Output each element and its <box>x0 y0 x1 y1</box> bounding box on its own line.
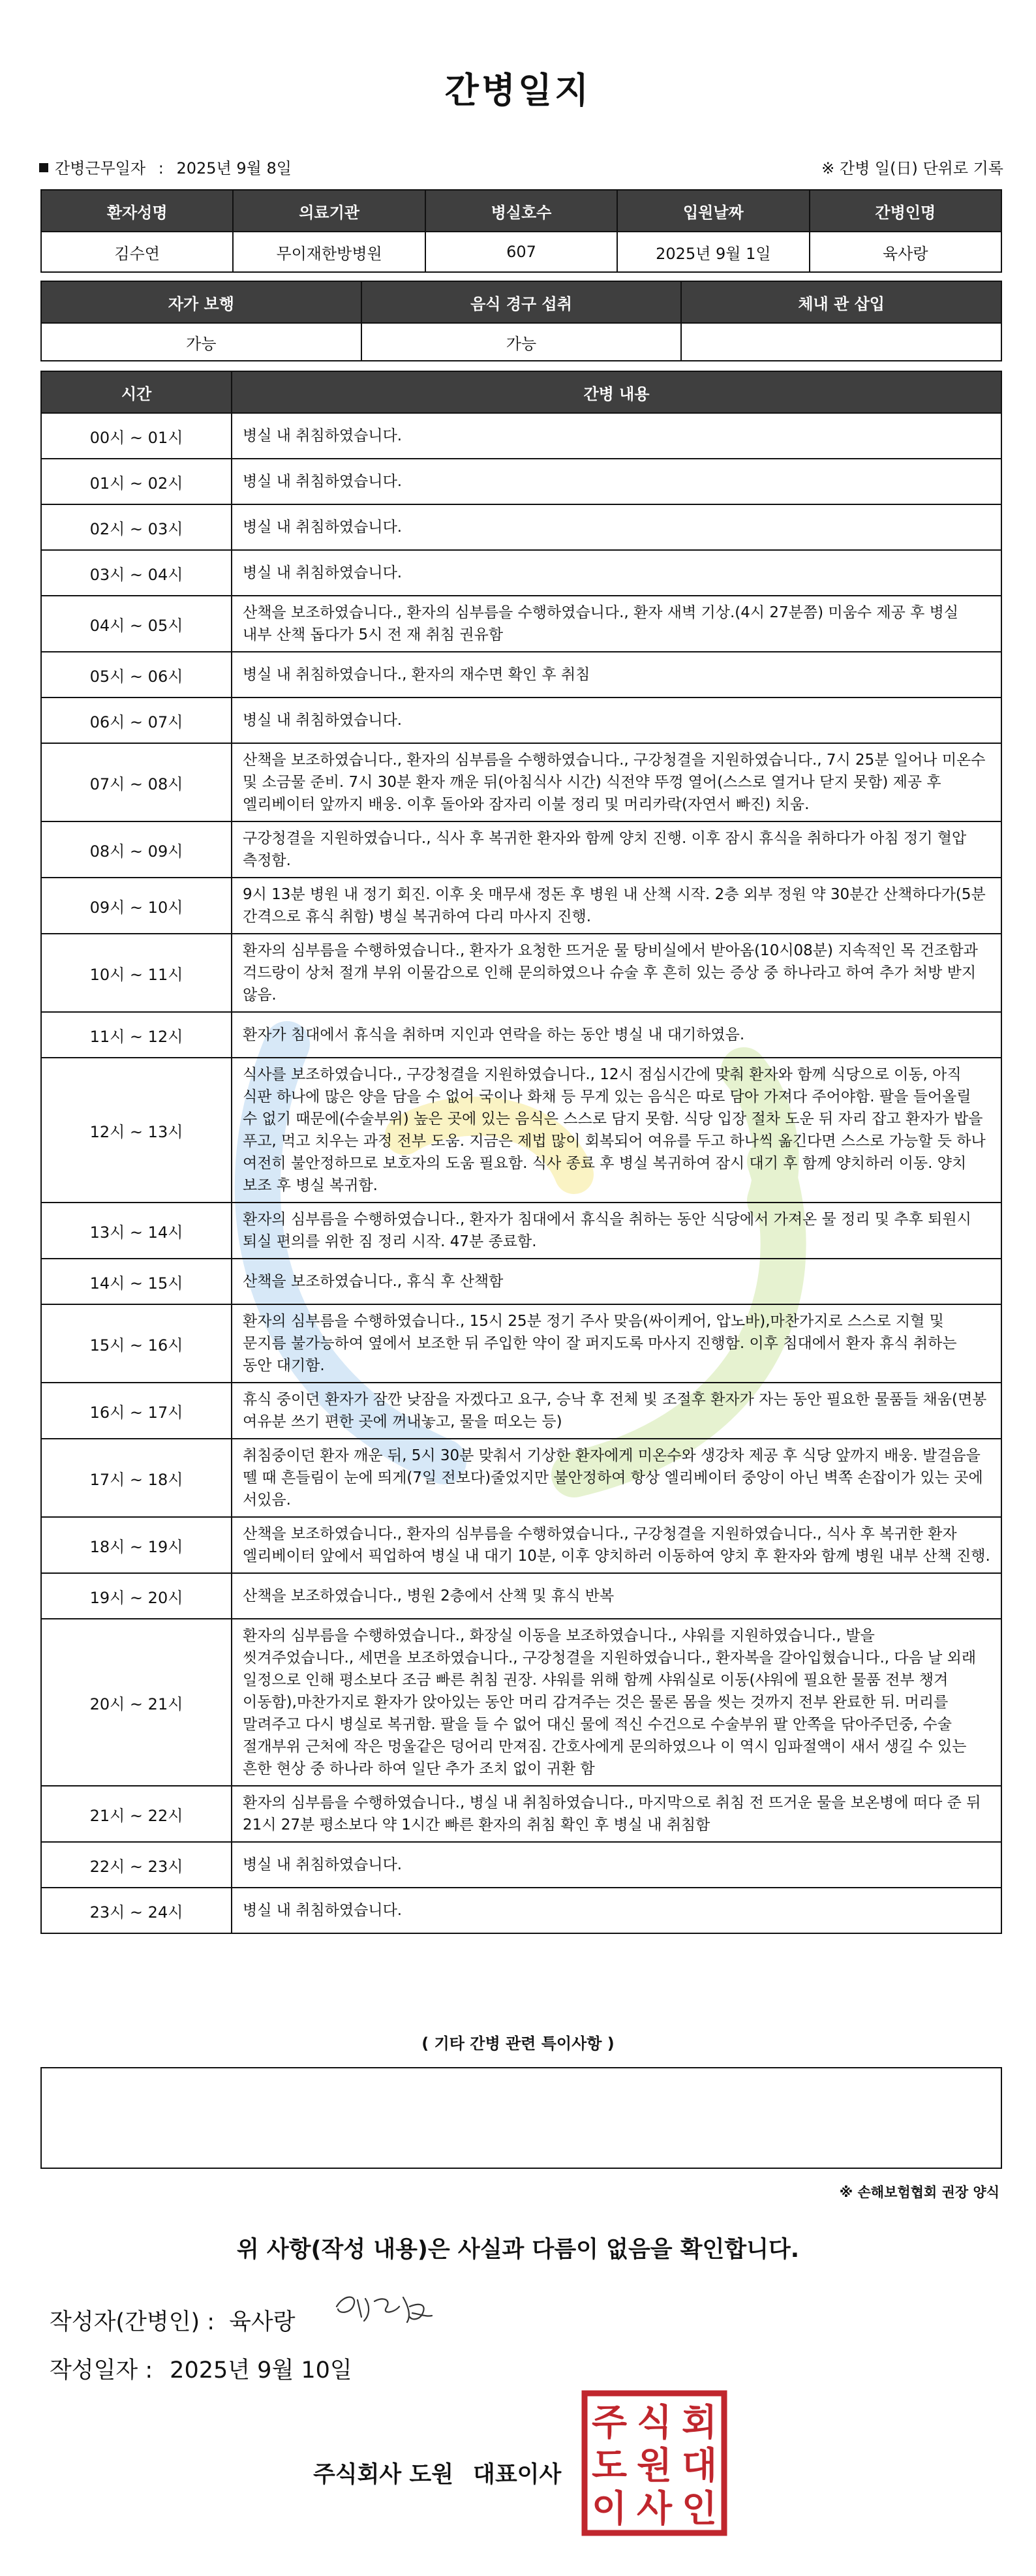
care-log-row <box>41 743 1001 821</box>
log-time: 18시 ~ 19시 <box>41 1517 232 1573</box>
writer-name: 육사랑 <box>229 2309 296 2335</box>
care-log-row <box>41 698 1001 743</box>
log-content: 산책을 보조하였습니다., 환자의 심부름을 수행하였습니다., 구강청결을 지원하였습니다., 7시 25분 일어나 미온수 및 소금물 준비. 7시 30분 환자 깨운 뒤(아침식사 시간) 식전약 뚜껑 열어(스스로 열거나 닫지 못함) 제공 후 엘리베이터 앞까지 배웅. 이후 돌아와 잠자리 이불 정리 및 머리카락(자연서 빠진) 치움. <box>232 743 1001 821</box>
header-tube-insertion: 체내 관 삽입 <box>681 281 1001 323</box>
log-content: 산책을 보조하였습니다., 환자의 심부름을 수행하였습니다., 환자 새벽 기상.(4시 27분쯤) 미움수 제공 후 병실 내부 산책 돕다가 5시 전 재 취침 권유함 <box>232 596 1001 652</box>
log-content: 병실 내 취침하였습니다. <box>232 413 1001 459</box>
care-log-row <box>41 1203 1001 1259</box>
care-log-row <box>41 652 1001 698</box>
patient-name: 김수연 <box>41 232 233 272</box>
log-time: 01시 ~ 02시 <box>41 459 232 504</box>
log-content: 병실 내 취침하였습니다. <box>232 550 1001 596</box>
writer-line <box>50 2304 296 2337</box>
log-time: 20시 ~ 21시 <box>41 1619 232 1786</box>
meta-row <box>39 155 1003 177</box>
svg-text:이: 이 <box>591 2488 628 2530</box>
log-time: 13시 ~ 14시 <box>41 1203 232 1259</box>
care-log-row <box>41 1259 1001 1304</box>
log-time: 08시 ~ 09시 <box>41 821 232 878</box>
bullet-square-icon <box>39 163 48 172</box>
care-log-row <box>41 934 1001 1012</box>
patient-info-header-row <box>41 190 1001 232</box>
confirmation-statement: 위 사항(작성 내용)은 사실과 다름이 없음을 확인합니다. <box>236 2237 800 2263</box>
log-content: 환자의 심부름을 수행하였습니다., 병실 내 취침하였습니다., 마지막으로 취침 전 뜨거운 물을 보온병에 떠다 준 뒤 21시 27분 평소보다 약 1시간 빠른 환자의 취침 확인 후 병실 내 취침함 <box>232 1786 1001 1842</box>
care-log-row <box>41 1888 1001 1933</box>
svg-text:인: 인 <box>681 2488 718 2530</box>
log-time: 19시 ~ 20시 <box>41 1573 232 1619</box>
log-time: 05시 ~ 06시 <box>41 652 232 698</box>
tube-insertion-value <box>681 323 1001 361</box>
log-content: 산책을 보조하였습니다., 휴식 후 산책함 <box>232 1259 1001 1304</box>
special-notes-box <box>40 2067 1002 2169</box>
log-time: 09시 ~ 10시 <box>41 878 232 934</box>
svg-text:회: 회 <box>681 2402 718 2444</box>
log-content: 병실 내 취침하였습니다. <box>232 1842 1001 1888</box>
care-log-table <box>40 371 1002 1934</box>
page-title: 간병일지 <box>444 70 592 111</box>
care-log-row <box>41 878 1001 934</box>
log-content: 9시 13분 병원 내 정기 회진. 이후 옷 매무새 정돈 후 병원 내 산책 시작. 2층 외부 정원 약 30분간 산책하다가(5분 간격으로 휴식 취함) 병실 복귀하여 다리 마사지 진행. <box>232 878 1001 934</box>
company-name: 주식회사 도원 <box>313 2462 454 2488</box>
log-time: 23시 ~ 24시 <box>41 1888 232 1933</box>
care-log-row <box>41 413 1001 459</box>
care-log-row <box>41 1304 1001 1383</box>
svg-text:원: 원 <box>636 2445 673 2487</box>
log-content: 병실 내 취침하였습니다. <box>232 698 1001 743</box>
care-log-row <box>41 821 1001 878</box>
log-content: 환자의 심부름을 수행하였습니다., 환자가 요청한 뜨거운 물 탕비실에서 받아옴(10시08분) 지속적인 목 건조함과 걱드랑이 상처 절개 부위 이물감으로 인해 문의하였으나 슈술 후 흔히 있는 증상 중 하나라고 하여 추가 처방 받지 않음. <box>232 934 1001 1012</box>
log-content: 병실 내 취침하였습니다. <box>232 504 1001 550</box>
log-time: 12시 ~ 13시 <box>41 1058 232 1203</box>
handwritten-signature <box>331 2287 436 2333</box>
log-content: 환자의 심부름을 수행하였습니다., 15시 25분 정기 주사 맞음(싸이케어, 압노바),마찬가지로 스스로 지혈 및 문지름 불가능하여 옆에서 보조한 뒤 주입한 약이 잘 퍼지도록 마사지 진행함. 이후 침대에서 환자 휴식 취하는 동안 대기함. <box>232 1304 1001 1383</box>
written-date-label: 작성일자 : <box>50 2357 153 2384</box>
log-content: 병실 내 취침하였습니다. <box>232 459 1001 504</box>
svg-text:도: 도 <box>591 2445 628 2487</box>
svg-text:대: 대 <box>681 2445 718 2487</box>
log-time: 02시 ~ 03시 <box>41 504 232 550</box>
header-time: 시간 <box>41 371 232 413</box>
log-time: 21시 ~ 22시 <box>41 1786 232 1842</box>
log-time: 14시 ~ 15시 <box>41 1259 232 1304</box>
company-line <box>313 2457 561 2489</box>
log-content: 산책을 보조하였습니다., 병원 2층에서 산책 및 휴식 반복 <box>232 1573 1001 1619</box>
log-content: 구강청결을 지원하였습니다., 식사 후 복귀한 환자와 함께 양치 진행. 이후 잠시 휴식을 취하다가 아침 정기 혈압 측정함. <box>232 821 1001 878</box>
log-time: 17시 ~ 18시 <box>41 1439 232 1517</box>
log-content: 병실 내 취침하였습니다., 환자의 재수면 확인 후 취침 <box>232 652 1001 698</box>
header-oral-intake: 음식 경구 섭취 <box>361 281 682 323</box>
svg-text:주: 주 <box>591 2402 628 2444</box>
log-time: 07시 ~ 08시 <box>41 743 232 821</box>
header-patient-name: 환자성명 <box>41 190 233 232</box>
care-log-row <box>41 1842 1001 1888</box>
care-log-row <box>41 1573 1001 1619</box>
form-standard-note: ※ 손해보험협회 권장 양식 <box>839 2185 999 2200</box>
care-log-row <box>41 1786 1001 1842</box>
log-time: 04시 ~ 05시 <box>41 596 232 652</box>
log-content: 취침중이던 환자 깨운 뒤, 5시 30분 맞춰서 기상한 환자에게 미온수와 생강차 제공 후 식당 앞까지 배웅. 발걸음을 뗄 때 흔들림이 눈에 띄게(7일 전보다)줄었지만 불안정하여 항상 엘리베이터 중앙이 아닌 벽쪽 손잡이가 있는 곳에 서있음. <box>232 1439 1001 1517</box>
log-content: 병실 내 취침하였습니다. <box>232 1888 1001 1933</box>
care-log-row <box>41 1058 1001 1203</box>
patient-status-value-row <box>41 323 1001 361</box>
written-date-line <box>50 2352 352 2385</box>
work-date-value: 2025년 9월 8일 <box>176 159 292 177</box>
care-log-row <box>41 550 1001 596</box>
header-room-number: 병실호수 <box>425 190 617 232</box>
company-seal-stamp <box>581 2389 728 2537</box>
svg-text:사: 사 <box>636 2488 673 2530</box>
log-content: 환자의 심부름을 수행하였습니다., 화장실 이동을 보조하였습니다., 샤워를 지원하였습니다., 발을 씻겨주었습니다., 세면을 보조하였습니다., 구강청결을 지원하였습니다., 환자복을 갈아입혔습니다., 다음 날 외래 일정으로 인해 평소보다 조금 빠른 취침 권장. 샤워를 위해 함께 샤워실로 이동(샤워에 필요한 물품 전부 챙겨 이동함),마찬가지로 환자가 앉아있는 동안 머리 감겨주는 것은 물론 몸을 씻는 것까지 전부 완료한 뒤. 머리를 말려주고 다시 병실로 복귀함. 팔을 들 수 없어 대신 물에 적신 수건으로 수술부위 팔 안쪽을 닦아주던중, 수술 절개부위 근처에 작은 멍울같은 덩어리 만져짐. 간호사에게 문의하였으나 이 역시 임파절액이 새서 생길 수 있는 흔한 현상 중 하나라 하여 일단 추가 조치 없이 귀환 함 <box>232 1619 1001 1786</box>
care-log-row <box>41 596 1001 652</box>
oral-intake-value: 가능 <box>361 323 682 361</box>
record-unit-note: ※ 간병 일(日) 단위로 기록 <box>821 159 1003 177</box>
patient-status-table <box>40 281 1002 361</box>
log-content: 식사를 보조하였습니다., 구강청결을 지원하였습니다., 12시 점심시간에 맞춰 환자와 함께 식당으로 이동, 아직 식판 하나에 많은 양을 담을 수 없어 국이나 화채 등 무게 있는 음식은 따로 담아 가져다 주어야함. 팔을 들어올릴 수 없기 때문에(수술부위) 높은 곳에 있는 음식은 스스로 담지 못함. 식당 입장 절차 도운 뒤 자리 잡고 환자가 밥을 푸고, 먹고 치우는 과정 전부 도움. 지금은 제법 많이 회복되어 여유를 두고 하나씩 옮긴다면 스스로 가능할 듯 하나 여전히 불안정하므로 보호자의 도움 필요함. 식사 종료 후 병실 복귀하여 잠시 대기 후 함께 양치하러 이동. 양치 보조 후 병실 복귀함. <box>232 1058 1001 1203</box>
header-admission-date: 입원날짜 <box>617 190 809 232</box>
care-log-row <box>41 459 1001 504</box>
header-caregiver-name: 간병인명 <box>810 190 1001 232</box>
work-date-label: 간병근무일자 <box>55 159 146 177</box>
log-content: 환자가 침대에서 휴식을 취하며 지인과 연락을 하는 동안 병실 내 대기하였음. <box>232 1012 1001 1058</box>
header-hospital: 의료기관 <box>233 190 425 232</box>
log-content: 휴식 중이던 환자가 잠깐 낮잠을 자겠다고 요구, 승낙 후 전체 빛 조절후 환자가 자는 동안 필요한 물품들 채움(면봉 여유분 쓰기 편한 곳에 꺼내놓고, 물을 떠오는 등) <box>232 1383 1001 1439</box>
svg-text:식: 식 <box>636 2402 673 2444</box>
caregiver-name: 육사랑 <box>810 232 1001 272</box>
work-date-separator: : <box>158 159 164 177</box>
log-time: 10시 ~ 11시 <box>41 934 232 1012</box>
ceo-title: 대표이사 <box>473 2462 562 2488</box>
care-log-row <box>41 1012 1001 1058</box>
special-notes-title: ( 기타 간병 관련 특이사항 ) <box>421 2034 615 2053</box>
log-time: 11시 ~ 12시 <box>41 1012 232 1058</box>
log-content: 환자의 심부름을 수행하였습니다., 환자가 침대에서 휴식을 취하는 동안 식당에서 가져온 물 정리 및 추후 퇴원시 퇴실 편의를 위한 짐 정리 시작. 47분 종료함. <box>232 1203 1001 1259</box>
self-walking-value: 가능 <box>41 323 361 361</box>
writer-label: 작성자(간병인) : <box>50 2309 215 2335</box>
work-date <box>39 155 292 178</box>
header-care-content: 간병 내용 <box>232 371 1001 413</box>
log-time: 15시 ~ 16시 <box>41 1304 232 1383</box>
log-time: 16시 ~ 17시 <box>41 1383 232 1439</box>
admission-date: 2025년 9월 1일 <box>617 232 809 272</box>
care-log-row <box>41 1439 1001 1517</box>
patient-status-header-row <box>41 281 1001 323</box>
log-time: 22시 ~ 23시 <box>41 1842 232 1888</box>
care-log-row <box>41 504 1001 550</box>
log-time: 06시 ~ 07시 <box>41 698 232 743</box>
care-log-row <box>41 1517 1001 1573</box>
care-log-header-row <box>41 371 1001 413</box>
patient-info-table <box>40 189 1002 273</box>
room-number: 607 <box>425 232 617 272</box>
written-date-value: 2025년 9월 10일 <box>170 2357 352 2384</box>
header-self-walking: 자가 보행 <box>41 281 361 323</box>
log-time: 00시 ~ 01시 <box>41 413 232 459</box>
patient-info-value-row <box>41 232 1001 272</box>
care-log-row <box>41 1383 1001 1439</box>
care-log-row <box>41 1619 1001 1786</box>
log-content: 산책을 보조하였습니다., 환자의 심부름을 수행하였습니다., 구강청결을 지원하였습니다., 식사 후 복귀한 환자 엘리베이터 앞에서 픽업하여 병실 내 대기 10분, 이후 양치하러 이동하여 양치 후 환자와 함께 병원 내부 산책 진행. <box>232 1517 1001 1573</box>
log-time: 03시 ~ 04시 <box>41 550 232 596</box>
hospital-name: 무이재한방병원 <box>233 232 425 272</box>
